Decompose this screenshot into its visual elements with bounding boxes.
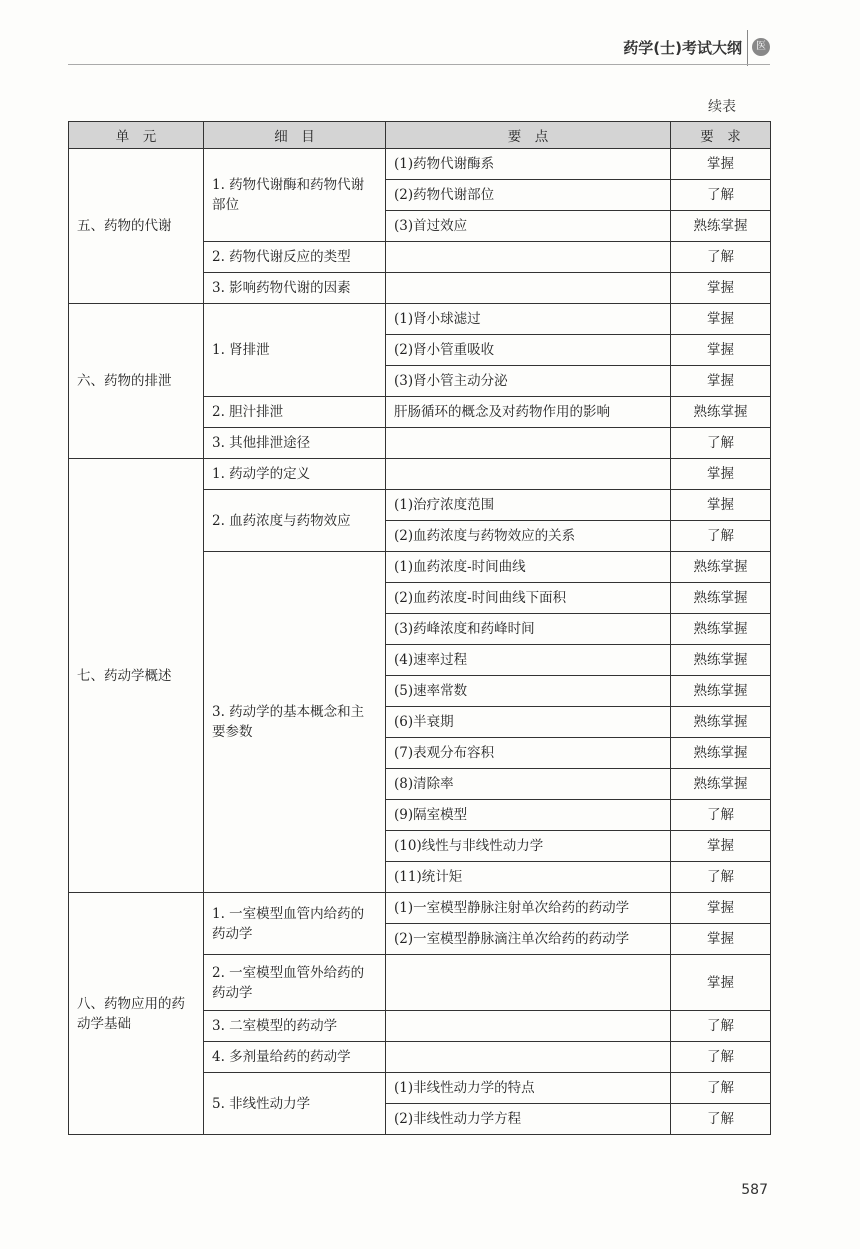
requirement-cell: 了解 (671, 242, 771, 273)
point-cell: (2)血药浓度与药物效应的关系 (386, 521, 671, 552)
point-cell (386, 1011, 671, 1042)
point-cell: (1)一室模型静脉注射单次给药的药动学 (386, 893, 671, 924)
item-cell: 5. 非线性动力学 (204, 1073, 386, 1135)
item-cell: 2. 药物代谢反应的类型 (204, 242, 386, 273)
item-cell: 2. 一室模型血管外给药的药动学 (204, 955, 386, 1011)
header-requirement: 要 求 (671, 122, 771, 149)
unit-cell: 七、药动学概述 (69, 459, 204, 893)
point-cell: (6)半衰期 (386, 707, 671, 738)
point-cell: (10)线性与非线性动力学 (386, 831, 671, 862)
requirement-cell: 掌握 (671, 149, 771, 180)
item-cell: 3. 影响药物代谢的因素 (204, 273, 386, 304)
point-cell: (4)速率过程 (386, 645, 671, 676)
requirement-cell: 了解 (671, 1042, 771, 1073)
point-cell: (9)隔室模型 (386, 800, 671, 831)
point-cell: (1)非线性动力学的特点 (386, 1073, 671, 1104)
point-cell: (2)一室模型静脉滴注单次给药的药动学 (386, 924, 671, 955)
header-unit: 单 元 (69, 122, 204, 149)
continued-label: 续表 (708, 99, 736, 115)
requirement-cell: 熟练掌握 (671, 397, 771, 428)
item-cell: 1. 药动学的定义 (204, 459, 386, 490)
exam-outline-table (68, 121, 771, 1135)
requirement-cell: 熟练掌握 (671, 552, 771, 583)
point-cell: (2)血药浓度-时间曲线下面积 (386, 583, 671, 614)
requirement-cell: 掌握 (671, 490, 771, 521)
point-cell: (1)肾小球滤过 (386, 304, 671, 335)
page-number: 587 (741, 1182, 768, 1198)
item-cell: 1. 药物代谢酶和药物代谢部位 (204, 149, 386, 242)
requirement-cell: 熟练掌握 (671, 707, 771, 738)
table-row (69, 304, 771, 335)
requirement-cell: 掌握 (671, 955, 771, 1011)
item-cell: 3. 药动学的基本概念和主要参数 (204, 552, 386, 893)
point-cell: 肝肠循环的概念及对药物作用的影响 (386, 397, 671, 428)
point-cell: (1)血药浓度-时间曲线 (386, 552, 671, 583)
point-cell: (11)统计矩 (386, 862, 671, 893)
point-cell (386, 242, 671, 273)
requirement-cell: 掌握 (671, 366, 771, 397)
requirement-cell: 了解 (671, 180, 771, 211)
point-cell: (2)非线性动力学方程 (386, 1104, 671, 1135)
requirement-cell: 熟练掌握 (671, 769, 771, 800)
item-cell: 1. 一室模型血管内给药的药动学 (204, 893, 386, 955)
point-cell: (5)速率常数 (386, 676, 671, 707)
point-cell: (3)药峰浓度和药峰时间 (386, 614, 671, 645)
item-cell: 2. 血药浓度与药物效应 (204, 490, 386, 552)
table-row (69, 893, 771, 924)
point-cell: (1)治疗浓度范围 (386, 490, 671, 521)
point-cell: (2)药物代谢部位 (386, 180, 671, 211)
item-cell: 3. 二室模型的药动学 (204, 1011, 386, 1042)
header-item: 细 目 (204, 122, 386, 149)
page-header-title: 药学(士)考试大纲 (623, 39, 742, 57)
requirement-cell: 掌握 (671, 924, 771, 955)
point-cell: (8)清除率 (386, 769, 671, 800)
point-cell (386, 1042, 671, 1073)
header-badge: 医 (752, 38, 770, 56)
table-row (69, 149, 771, 180)
table-body (69, 149, 771, 1135)
unit-cell: 八、药物应用的药动学基础 (69, 893, 204, 1135)
point-cell: (2)肾小管重吸收 (386, 335, 671, 366)
requirement-cell: 了解 (671, 428, 771, 459)
requirement-cell: 熟练掌握 (671, 645, 771, 676)
point-cell (386, 459, 671, 490)
requirement-cell: 了解 (671, 1073, 771, 1104)
item-cell: 3. 其他排泄途径 (204, 428, 386, 459)
point-cell (386, 428, 671, 459)
requirement-cell: 掌握 (671, 335, 771, 366)
item-cell: 2. 胆汁排泄 (204, 397, 386, 428)
requirement-cell: 熟练掌握 (671, 614, 771, 645)
header-divider (747, 30, 748, 66)
table-header-row (69, 122, 771, 149)
header-rule (68, 64, 770, 65)
requirement-cell: 熟练掌握 (671, 211, 771, 242)
point-cell (386, 273, 671, 304)
unit-cell: 六、药物的排泄 (69, 304, 204, 459)
requirement-cell: 熟练掌握 (671, 676, 771, 707)
point-cell: (3)肾小管主动分泌 (386, 366, 671, 397)
requirement-cell: 掌握 (671, 304, 771, 335)
header-point: 要 点 (386, 122, 671, 149)
requirement-cell: 掌握 (671, 459, 771, 490)
requirement-cell: 了解 (671, 1104, 771, 1135)
item-cell: 1. 肾排泄 (204, 304, 386, 397)
requirement-cell: 掌握 (671, 273, 771, 304)
point-cell (386, 955, 671, 1011)
requirement-cell: 掌握 (671, 831, 771, 862)
table-row (69, 459, 771, 490)
requirement-cell: 熟练掌握 (671, 738, 771, 769)
requirement-cell: 了解 (671, 862, 771, 893)
unit-cell: 五、药物的代谢 (69, 149, 204, 304)
requirement-cell: 了解 (671, 521, 771, 552)
point-cell: (3)首过效应 (386, 211, 671, 242)
requirement-cell: 熟练掌握 (671, 583, 771, 614)
item-cell: 4. 多剂量给药的药动学 (204, 1042, 386, 1073)
requirement-cell: 了解 (671, 1011, 771, 1042)
point-cell: (1)药物代谢酶系 (386, 149, 671, 180)
requirement-cell: 了解 (671, 800, 771, 831)
requirement-cell: 掌握 (671, 893, 771, 924)
point-cell: (7)表观分布容积 (386, 738, 671, 769)
